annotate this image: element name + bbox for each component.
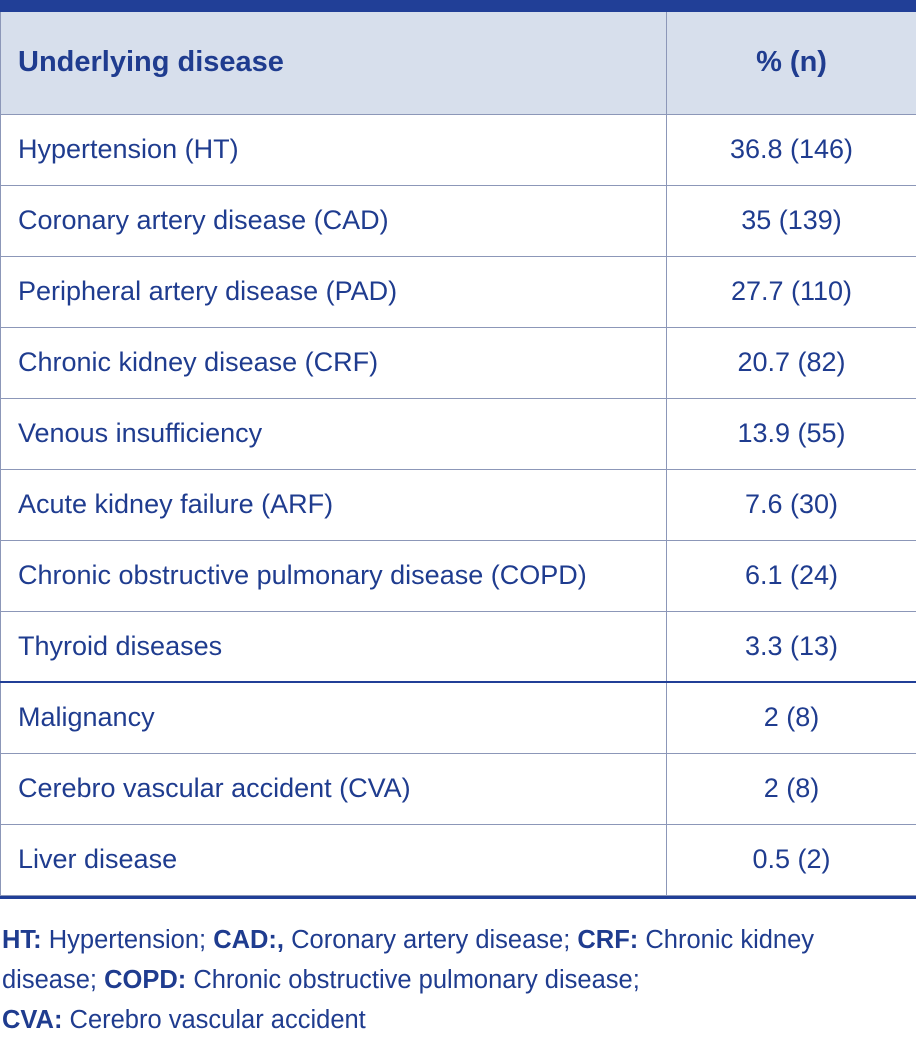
footnote-text-cad: Coronary artery disease; [284, 926, 578, 954]
disease-value: 6.1 (24) [667, 540, 916, 611]
disease-name: Chronic obstructive pulmonary disease (COPD) [1, 540, 667, 611]
footnote-abbr-cva: CVA: [2, 1006, 63, 1034]
table-top-rule [0, 0, 916, 12]
table-row [1, 185, 916, 256]
disease-value: 27.7 (110) [667, 256, 916, 327]
disease-name: Liver disease [1, 824, 667, 895]
header-percent-n: % (n) [667, 12, 916, 114]
disease-name: Thyroid diseases [1, 611, 667, 682]
underlying-disease-table [0, 12, 916, 896]
disease-name: Acute kidney failure (ARF) [1, 469, 667, 540]
table-row [1, 611, 916, 682]
disease-name: Venous insufficiency [1, 398, 667, 469]
footnote-text-cva: Cerebro vascular accident [62, 1006, 366, 1034]
footnote-abbr-crf: CRF: [577, 926, 639, 954]
footnote-text-ht: Hypertension; [41, 926, 214, 954]
table-row [1, 824, 916, 895]
footnote-abbr-copd: COPD: [104, 966, 187, 994]
disease-value: 20.7 (82) [667, 327, 916, 398]
disease-value: 36.8 (146) [667, 114, 916, 185]
table-bottom-rule [0, 896, 916, 899]
footnote-text-crf: Chronic kidney disease; [2, 926, 815, 994]
footnote-abbr-cad: CAD:, [213, 926, 285, 954]
table-footnote [2, 920, 914, 1040]
disease-value: 2 (8) [667, 682, 916, 753]
header-underlying-disease: Underlying disease [1, 12, 667, 114]
footnote-abbr-ht: HT: [2, 926, 42, 954]
disease-value: 2 (8) [667, 753, 916, 824]
table-row [1, 469, 916, 540]
disease-value: 3.3 (13) [667, 611, 916, 682]
table-row [1, 540, 916, 611]
table-row [1, 327, 916, 398]
table-row [1, 753, 916, 824]
disease-name: Cerebro vascular accident (CVA) [1, 753, 667, 824]
disease-name: Chronic kidney disease (CRF) [1, 327, 667, 398]
table-header-row [1, 12, 916, 114]
disease-name: Hypertension (HT) [1, 114, 667, 185]
table-row [1, 398, 916, 469]
disease-value: 35 (139) [667, 185, 916, 256]
table-row [1, 256, 916, 327]
disease-name: Peripheral artery disease (PAD) [1, 256, 667, 327]
table-row [1, 114, 916, 185]
disease-value: 13.9 (55) [667, 398, 916, 469]
disease-name: Coronary artery disease (CAD) [1, 185, 667, 256]
disease-name: Malignancy [1, 682, 667, 753]
table-row [1, 682, 916, 753]
disease-value: 0.5 (2) [667, 824, 916, 895]
footnote-text-copd: Chronic obstructive pulmonary disease; [186, 966, 640, 994]
disease-value: 7.6 (30) [667, 469, 916, 540]
